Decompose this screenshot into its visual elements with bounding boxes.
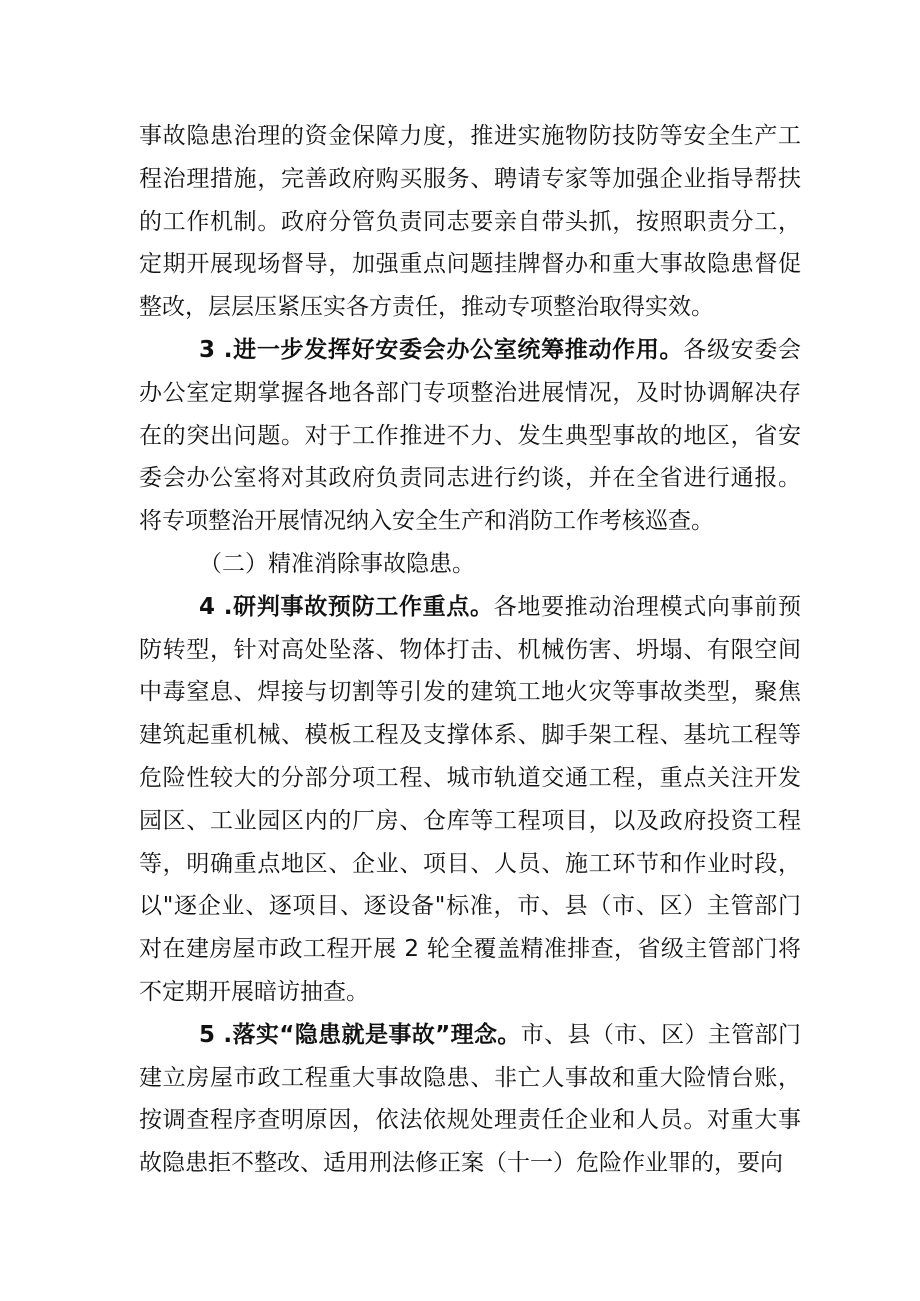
item-heading: 3 .进一步发挥好安委会办公室统筹推动作用。 [199, 336, 684, 363]
item-heading: 5 .落实“隐患就是事故”理念。 [199, 1021, 521, 1048]
paragraph-item-4 [139, 586, 801, 1014]
document-body [139, 115, 801, 1185]
paragraph-funding [139, 115, 801, 329]
paragraph-item-5 [139, 1014, 801, 1185]
paragraph-item-3 [139, 329, 801, 543]
section-title: （二）精准消除事故隐患。 [199, 550, 475, 577]
paragraph-text: 各级安委会办公室定期掌握各地各部门专项整治进展情况，及时协调解决存在的突出问题。对于工作推进不力、发生典型事故的地区，省安委会办公室将对其政府负责同志进行约谈，并在全省进行通报。将专项整治开展情况纳入安全生产和消防工作考核巡查。 [139, 336, 802, 535]
paragraph-text: 事故隐患治理的资金保障力度，推进实施物防技防等安全生产工程治理措施，完善政府购买服务、聘请专家等加强企业指导帮扶的工作机制。政府分管负责同志要亲自带头抓，按照职责分工，定期开展现场督导，加强重点问题挂牌督办和重大事故隐患督促整改，层层压紧压实各方责任，推动专项整治取得实效。 [139, 123, 801, 321]
section-heading [139, 543, 801, 586]
paragraph-text: 各地要推动治理模式向事前预防转型，针对高处坠落、物体打击、机械伤害、坍塌、有限空间中毒窒息、焊接与切割等引发的建筑工地火灾等事故类型，聚焦建筑起重机械、模板工程及支撑体系、脚手架工程、基坑工程等危险性较大的分部分项工程、城市轨道交通工程，重点关注开发园区、工业园区内的厂房、仓库等工程项目，以及政府投资工程等，明确重点地区、企业、项目、人员、施工环节和作业时段，以"逐企业、逐项目、逐设备"标准，市、县（市、区）主管部门对在建房屋市政工程开展 2 轮全覆盖精准排查，省级主管部门将不定期开展暗访抽查。 [139, 593, 801, 1005]
item-heading: 4 .研判事故预防工作重点。 [199, 593, 494, 620]
paragraph-text: 市、县（市、区）主管部门建立房屋市政工程重大事故隐患、非亡人事故和重大险情台账，按调查程序查明原因，依法依规处理责任企业和人员。对重大事故隐患拒不整改、适用刑法修正案（十一）危险作业罪的，要向 [139, 1021, 802, 1177]
